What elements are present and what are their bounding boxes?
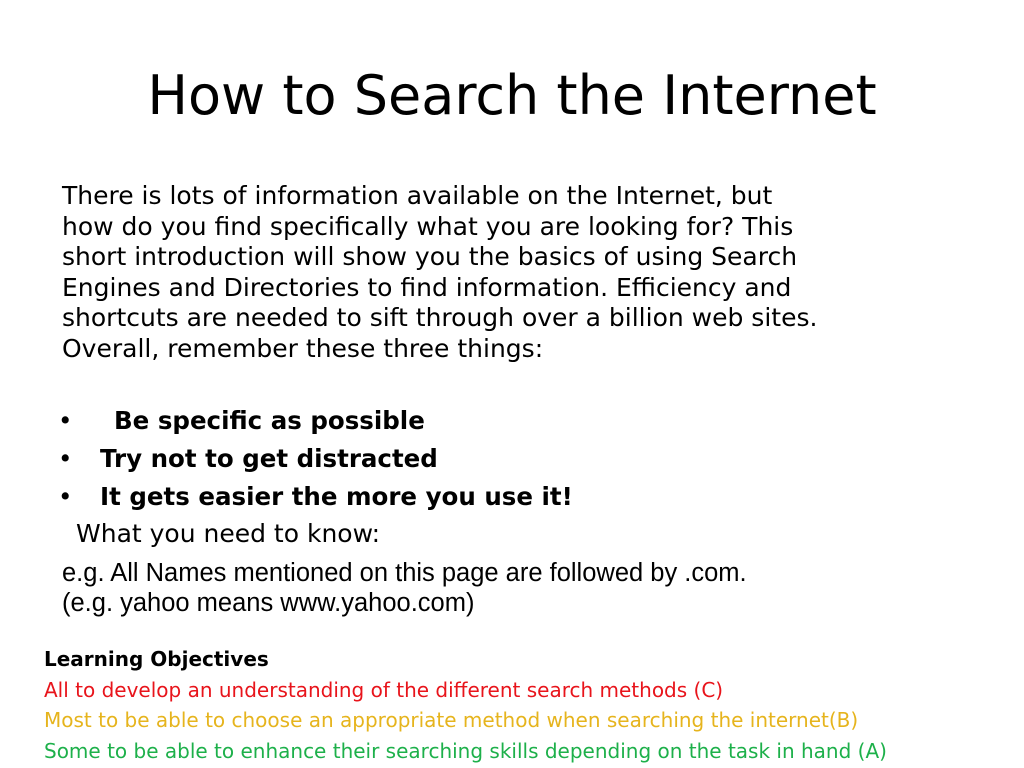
slide-title: How to Search the Internet (147, 64, 877, 127)
tip-item (58, 402, 573, 440)
objective-all: All to develop an understanding of the different search methods (C) (44, 677, 724, 702)
intro-line: There is lots of information available on the Internet, but (62, 181, 773, 210)
intro-line: Engines and Directories to find information. Efficiency and (62, 272, 792, 302)
tip-item (58, 440, 573, 478)
example-line: (e.g. yahoo means www.yahoo.com) (62, 589, 475, 617)
intro-line: shortcuts are needed to sift through over a billion web sites. (62, 303, 818, 332)
objective-some: Some to be able to enhance their searching skills depending on the task in hand (A) (44, 738, 887, 763)
intro-paragraph (62, 181, 992, 364)
example-note (62, 558, 747, 618)
bullet-icon: • (58, 482, 73, 511)
bullet-icon: • (58, 444, 73, 473)
learning-objectives (44, 644, 1024, 766)
objectives-heading: Learning Objectives (44, 647, 269, 671)
tip-text: It gets easier the more you use it! (100, 482, 573, 511)
need-to-know-heading: What you need to know: (76, 519, 381, 548)
intro-line: how do you find specifically what you are looking for? This (62, 211, 794, 241)
intro-line: short introduction will show you the basics of using Search (62, 242, 798, 271)
example-line: e.g. All Names mentioned on this page are followed by .com. (62, 559, 747, 587)
tips-list (58, 402, 573, 516)
tip-text: Try not to get distracted (100, 444, 438, 473)
tip-text: Be specific as possible (114, 406, 425, 435)
tip-item (58, 478, 573, 516)
objective-most: Most to be able to choose an appropriate method when searching the internet(B) (44, 708, 859, 732)
intro-line: Overall, remember these three things: (62, 333, 544, 363)
bullet-icon: • (58, 406, 73, 435)
